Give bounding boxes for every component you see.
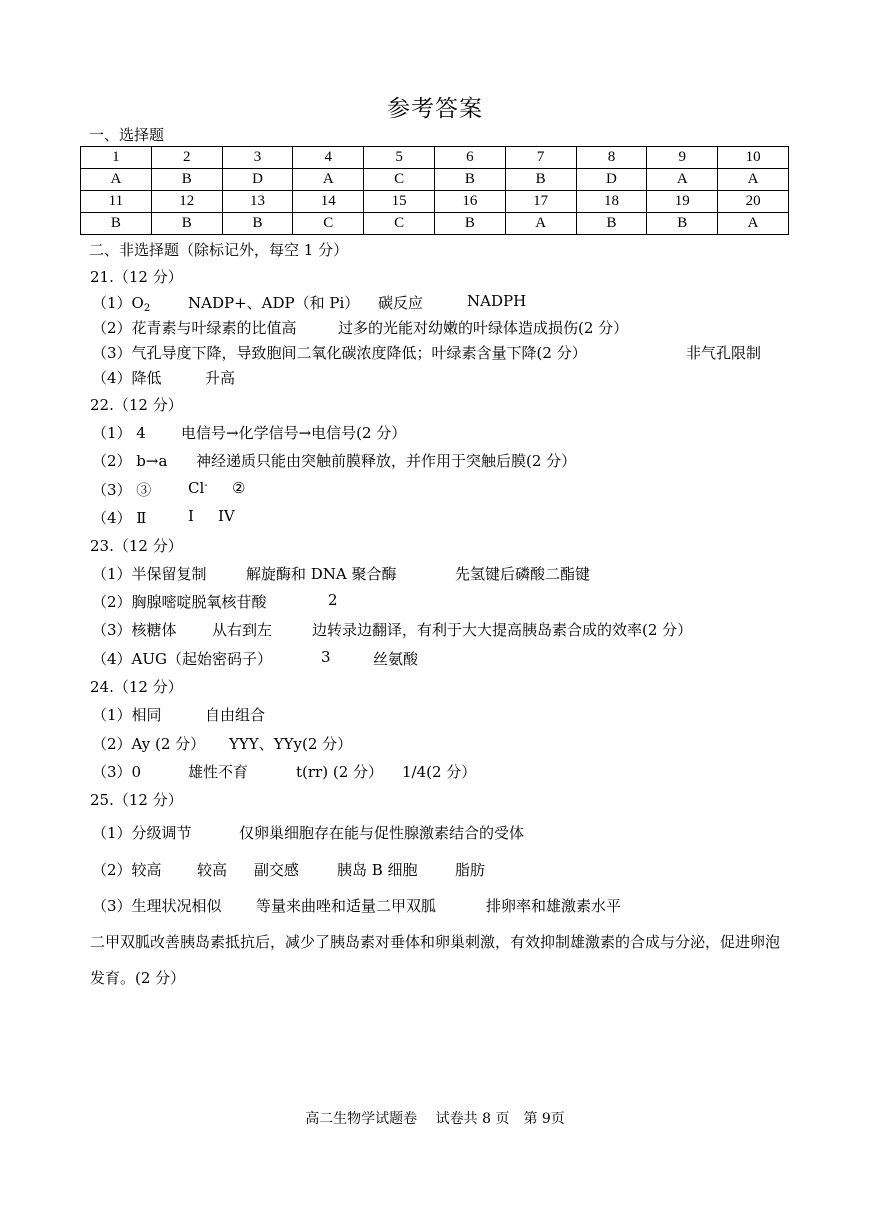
table-cell: 4 bbox=[293, 147, 364, 169]
answer-text: （3）0 bbox=[92, 763, 142, 781]
table-cell: D bbox=[222, 169, 293, 191]
answer-text: 等量来曲唑和适量二甲双胍 bbox=[256, 897, 437, 915]
question-23-line-3 bbox=[92, 619, 693, 640]
answer-text: 过多的光能对幼嫩的叶绿体造成损伤(2 分） bbox=[338, 319, 629, 337]
answer-text: （2）胸腺嘧啶脱氧核苷酸 bbox=[92, 593, 267, 611]
answer-text: （2）较高 bbox=[92, 861, 162, 879]
table-cell: C bbox=[293, 213, 364, 235]
answer-text: 解旋酶和 DNA 聚合酶 bbox=[246, 565, 397, 583]
table-row-answers bbox=[81, 169, 789, 191]
answer-text: 胰岛 B 细胞 bbox=[337, 861, 418, 879]
answer-text: （2）Ay (2 分） bbox=[92, 735, 206, 753]
question-21-line-4 bbox=[92, 367, 236, 388]
table-cell: A bbox=[505, 213, 576, 235]
table-cell: C bbox=[364, 169, 435, 191]
table-row-answers bbox=[81, 213, 789, 235]
answer-text: 自由组合 bbox=[205, 706, 266, 724]
table-cell: 5 bbox=[364, 147, 435, 169]
question-23-line-2 bbox=[92, 591, 338, 612]
table-cell: B bbox=[505, 169, 576, 191]
answer-text: （3）核糖体 bbox=[92, 621, 177, 639]
answer-text: NADPH bbox=[467, 292, 527, 310]
table-cell: 17 bbox=[505, 191, 576, 213]
answer-text: IV bbox=[218, 507, 235, 525]
page-footer: 高二生物学试题卷 试卷共 8 页 第 9页 bbox=[305, 1111, 565, 1127]
answer-text: （2）花青素与叶绿素的比值高 bbox=[92, 319, 297, 337]
question-21-line-3 bbox=[92, 342, 762, 363]
answer-text: 神经递质只能由突触前膜释放，并作用于突触后膜(2 分） bbox=[196, 452, 577, 470]
question-22-line-2 bbox=[92, 450, 577, 471]
table-cell: C bbox=[364, 213, 435, 235]
answer-text: t(rr) (2 分） bbox=[296, 763, 384, 781]
question-24-line-1 bbox=[92, 704, 266, 725]
answer-text: （1）O bbox=[92, 294, 144, 312]
answer-text: （4）AUG（起始密码子） bbox=[92, 650, 273, 668]
table-row-question-numbers bbox=[81, 191, 789, 213]
question-23-title: 23.（12 分） bbox=[90, 537, 183, 555]
table-cell: B bbox=[151, 213, 222, 235]
question-22-line-1 bbox=[92, 422, 407, 443]
table-cell: 9 bbox=[647, 147, 718, 169]
table-cell: A bbox=[718, 213, 789, 235]
question-21-line-1 bbox=[92, 292, 527, 314]
question-24-line-2 bbox=[92, 733, 353, 754]
answer-table bbox=[80, 146, 789, 235]
question-21-line-2 bbox=[92, 317, 629, 338]
table-cell: 11 bbox=[81, 191, 152, 213]
answer-text: 仅卵巢细胞存在能与促性腺激素结合的受体 bbox=[239, 824, 525, 842]
table-cell: B bbox=[81, 213, 152, 235]
table-cell: A bbox=[81, 169, 152, 191]
table-cell: B bbox=[151, 169, 222, 191]
question-21-title: 21.（12 分） bbox=[90, 268, 183, 286]
answer-text: （3）气孔导度下降，导致胞间二氧化碳浓度降低；叶绿素含量下降(2 分） bbox=[92, 344, 587, 362]
answer-text: NADP+、ADP（和 Pi） bbox=[188, 294, 360, 312]
answer-text: I bbox=[188, 507, 194, 525]
answer-text: （1）分级调节 bbox=[92, 824, 192, 842]
question-23-line-4 bbox=[92, 648, 419, 669]
table-cell: 18 bbox=[576, 191, 647, 213]
answer-text: （1）半保留复制 bbox=[92, 565, 207, 583]
answer-text: 2 bbox=[328, 591, 338, 609]
table-cell: 6 bbox=[434, 147, 505, 169]
table-cell: 19 bbox=[647, 191, 718, 213]
table-cell: 15 bbox=[364, 191, 435, 213]
table-cell: 16 bbox=[434, 191, 505, 213]
table-cell: B bbox=[434, 213, 505, 235]
answer-text: 升高 bbox=[205, 369, 236, 387]
question-25-line-3 bbox=[92, 895, 622, 916]
answer-text: （4）降低 bbox=[92, 369, 162, 387]
answer-text: 副交感 bbox=[254, 861, 300, 879]
answer-text: （1）相同 bbox=[92, 706, 162, 724]
section-heading-choice: 一、选择题 bbox=[89, 126, 165, 144]
question-22-line-4 bbox=[92, 507, 235, 528]
table-cell: B bbox=[434, 169, 505, 191]
table-row-question-numbers bbox=[81, 147, 789, 169]
table-cell: A bbox=[647, 169, 718, 191]
superscript: - bbox=[204, 480, 208, 491]
answer-text: （3） ③ bbox=[92, 481, 152, 499]
question-24-title: 24.（12 分） bbox=[90, 678, 183, 696]
question-25-title: 25.（12 分） bbox=[90, 791, 183, 809]
question-25-paragraph: 二甲双胍改善胰岛素抵抗后，减少了胰岛素对垂体和卵巢刺激，有效抑制雄激素的合成与分泌，促进卵泡发育。(2 分） bbox=[90, 933, 781, 987]
answer-text: 雄性不育 bbox=[188, 763, 249, 781]
answer-text: 先氢键后磷酸二酯键 bbox=[455, 565, 591, 583]
answer-text: （4） Ⅱ bbox=[92, 509, 147, 527]
answer-text: YYY、YYy(2 分） bbox=[229, 735, 353, 753]
table-cell: 12 bbox=[151, 191, 222, 213]
question-24-line-3 bbox=[92, 761, 477, 782]
answer-text: ② bbox=[232, 479, 246, 497]
page-title: 参考答案 bbox=[387, 96, 483, 122]
answer-text: 边转录边翻译，有利于大大提高胰岛素合成的效率(2 分） bbox=[312, 621, 693, 639]
table-cell: 14 bbox=[293, 191, 364, 213]
answer-text: （3）生理状况相似 bbox=[92, 897, 222, 915]
table-cell: 2 bbox=[151, 147, 222, 169]
answer-text: 排卵率和雄激素水平 bbox=[486, 897, 622, 915]
answer-text: Cl bbox=[188, 479, 205, 497]
answer-text: 丝氨酸 bbox=[373, 650, 419, 668]
section-heading-nonchoice: 二、非选择题（除标记外，每空 1 分） bbox=[89, 241, 349, 259]
question-22-title: 22.（12 分） bbox=[90, 396, 183, 414]
answer-text: （2） b→a bbox=[92, 452, 168, 470]
answer-text: 脂肪 bbox=[455, 861, 486, 879]
answer-text: 3 bbox=[321, 648, 331, 666]
table-cell: B bbox=[222, 213, 293, 235]
answer-text: 碳反应 bbox=[378, 294, 424, 312]
answer-text: 非气孔限制 bbox=[686, 344, 762, 362]
table-cell: 7 bbox=[505, 147, 576, 169]
table-cell: 20 bbox=[718, 191, 789, 213]
table-cell: A bbox=[718, 169, 789, 191]
table-cell: 1 bbox=[81, 147, 152, 169]
table-cell: B bbox=[576, 213, 647, 235]
question-25-line-2 bbox=[92, 859, 486, 880]
answer-text: 电信号→化学信号→电信号(2 分） bbox=[181, 424, 407, 442]
question-22-line-3 bbox=[92, 479, 246, 500]
subscript: 2 bbox=[143, 303, 151, 314]
table-cell: B bbox=[647, 213, 718, 235]
question-23-line-1 bbox=[92, 563, 591, 584]
answer-text: 较高 bbox=[197, 861, 228, 879]
table-cell: 10 bbox=[718, 147, 789, 169]
answer-text: （1） 4 bbox=[92, 424, 146, 442]
table-cell: 13 bbox=[222, 191, 293, 213]
table-cell: D bbox=[576, 169, 647, 191]
answer-text: 1/4(2 分） bbox=[402, 763, 477, 781]
answer-text: 从右到左 bbox=[212, 621, 273, 639]
table-cell: 3 bbox=[222, 147, 293, 169]
table-cell: A bbox=[293, 169, 364, 191]
table-cell: 8 bbox=[576, 147, 647, 169]
question-25-line-1 bbox=[92, 822, 525, 843]
